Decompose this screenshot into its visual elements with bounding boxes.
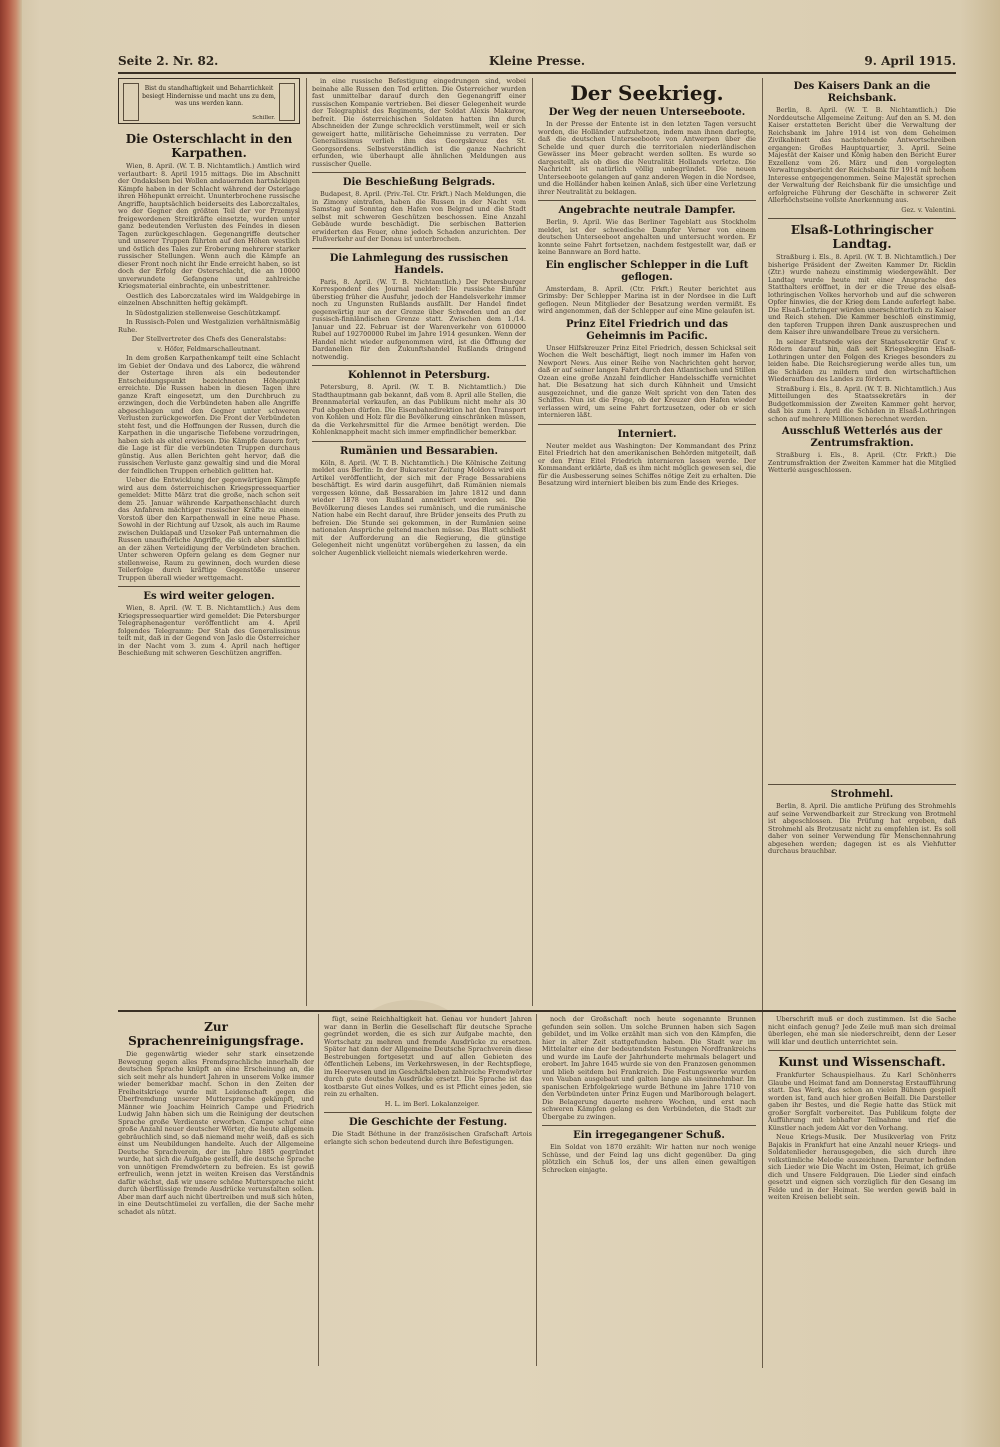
column-2 [312, 78, 526, 1008]
article-paragraph: Straßburg i. Els., 8. April. (Ctr. Frkft.) Die Zentrumsfraktion der Zweiten Kammer hat die Mitglied Wetterlé ausgeschlossen. [768, 451, 956, 474]
article-paragraph: Die gegenwärtig wieder sehr stark einsetzende Bewegung gegen alles Fremdsprachliche innerhalb der deutschen Sprache knüpft an eine Erscheinung an, die sich seit mehr als hundert Jahren in unserem Volke immer wieder bemerkbar macht. Schon in den Zeiten der Freiheitskriege wurde mit Leidenschaft gegen die Überfremdung unserer Muttersprache gekämpft, und Männer wie Joachim Heinrich Campe und Friedrich Ludwig Jahn haben sich um die Reinigung der deutschen Sprache große Verdienste erworben. Campe schuf eine große Anzahl neuer deutscher Wörter, die heute allgemein gebräuchlich sind, so daß niemand mehr weiß, daß es sich einst um Neubildungen handelte. Auch der Allgemeine Deutsche Sprachverein, der im Jahre 1885 gegründet wurde, hat sich die Aufgabe gestellt, die deutsche Sprache von unnötigen Fremdwörtern zu befreien. Es ist gewiß erfreulich, wenn jetzt in weiten Kreisen das Verständnis dafür wächst, daß wir unsere schöne Muttersprache nicht durch überflüssige fremde Ausdrücke verunstalten sollen. Aber man darf auch nicht übertreiben und muß sich hüten, in eine Deutschtümelei zu verfallen, die der Sache mehr schadet als nützt. [118, 1050, 314, 1216]
article-headline: Zur Sprachenreinigungsfrage. [128, 1020, 304, 1048]
article-paragraph: Oestlich des Laborczatales wird im Waldgebirge in einzelnen Abschnitten heftig gekämpft. [118, 291, 300, 307]
column-divider [306, 78, 307, 1006]
divider [768, 1050, 956, 1051]
article-headline: Interniert. [617, 428, 677, 440]
column-3 [538, 78, 756, 1008]
article-paragraph: Neue Kriegs-Musik. Der Musikverlag von Fritz Bajakis in Frankfurt hat eine Anzahl neuer Kriegs- und Soldatenlieder herausgegeben, die sich durch ihre volkstümliche Melodie auszeichnen. Darunter befinden sich Lieder wie Die Wacht im Osten, Heimat, ich grüße dich und Unsere Feldgrauen. Die Lieder sind einfach gesetzt und eignen sich vorzüglich für den Gesang im Felde und in der Heimat. Sie werden gewiß bald in weiten Kreisen beliebt sein. [768, 1133, 956, 1201]
article-headline: Ausschluß Wetterlés aus der Zentrumsfraktion. [781, 426, 943, 449]
article-paragraph: Straßburg i. Els., 8. April. (W. T. B. Nichtamtlich.) Der bisherige Präsident der Zweiten Kammer Dr. Ricklin (Ztr.) wurde nahezu einstimmig wiedergewählt. Der Landtag wurde heute mit einer Ansprache des Statthalters eröffnet, in der er die Treue des elsaß-lothringischen Volkes hervorhob und auf die schweren Opfer hinwies, die der Krieg dem Lande auferlegt habe. Die Elsaß-Lothringer würden unerschütterlich zu Kaiser und Reich stehen. Die Kammer beschloß einstimmig, den tapferen Truppen ihren Dank auszusprechen und dem Kaiser ihre unwandelbare Treue zu versichern. [768, 253, 956, 336]
article-headline: Rumänien und Bessarabien. [339, 445, 499, 457]
article-headline: Ein irregegangener Schuß. [573, 1130, 725, 1141]
article-headline: Kohlennot in Petersburg. [348, 370, 490, 381]
ornament-icon [279, 83, 295, 121]
article-paragraph: Köln, 8. April. (W. T. B. Nichtamtlich.) Die Kölnische Zeitung meldet aus Berlin: In der Bukarester Zeitung Moldova wird ein Artikel veröffentlicht, der sich mit der Frage Bessarabiens beschäftigt. Es wird darin ausgeführt, daß Rumänien niemals vergessen könne, daß Bessarabien im Jahre 1812 und dann wieder 1878 von Rußland annektiert worden sei. Die Bevölkerung dieses Landes sei rumänisch, und die rumänische Nation habe ein Recht darauf, ihre Brüder jenseits des Pruth zu befreien. Die Stunde sei gekommen, in der Rumänien seine nationalen Ansprüche geltend machen müsse. Das Blatt schließt mit der Aufforderung an die Regierung, die günstige Gelegenheit nicht ungenützt vorübergehen zu lassen, da ein solcher Augenblick vielleicht niemals wiederkehren werde. [312, 458, 526, 557]
article-paragraph: In Südostgalizien stellenweise Geschützkampf. [126, 308, 281, 317]
article-paragraph: In der Presse der Entente ist in den letzten Tagen versucht worden, die Holländer aufzuhetzen, indem man ihnen darlegte, daß die deutschen Unterseeboote von Antwerpen über die Schelde und quer durch die territorialen niederländischen Gewässer ins Meer gebracht werden sollten. Es wurde so dargestellt, als ob dies die Neutralität Hollands verletze. Die Nachricht ist natürlich völlig unbegründet. Die neuen Unterseeboote gelangen auf ganz anderen Wegen in die Nordsee, und die Holländer haben keinen Anlaß, sich über eine Verletzung ihrer Neutralität zu beklagen. [538, 120, 756, 196]
article-headline: Die Lahmlegung des russischen Handels. [329, 252, 509, 276]
article-headline: Ein englischer Schlepper in die Luft geflogen. [545, 259, 749, 283]
lower-column-1 [118, 1016, 314, 1366]
divider [312, 248, 526, 249]
signature-line: Gez. v. Valentini. [901, 205, 956, 214]
signature-line: H. L. im Berl. Lokalanzeiger. [384, 1099, 480, 1108]
article-headline: Des Kaisers Dank an die Reichsbank. [793, 81, 931, 104]
lower-column-2 [324, 1016, 532, 1366]
column-1 [118, 128, 300, 1008]
article-paragraph: Neuter meldet aus Washington: Der Kommandant des Prinz Eitel Friedrich hat den amerikanischen Behörden mitgeteilt, daß er den Prinz Eitel Friedrich internieren lassen werde. Der Kommandant erklärte, daß es ihm nicht möglich gewesen sei, die für die Ausbesserung seines Schiffes nötige Zeit zu erhalten. Die Besatzung wird interniert bleiben bis zum Ende des Krieges. [538, 441, 756, 487]
article-paragraph: Wien, 8. April. (W. T. B. Nichtamtlich.) Aus dem Kriegspressequartier wird gemeldet: Die Petersburger Telegraphenagentur veröffentlicht am 4. April folgendes Telegramm: Der Stab des Generalissimus teilt mit, daß in der Gegend von Jaslo die Österreicher in der Nacht vom 3. zum 4. April nach heftiger Beschießung mit schweren Geschützen angriffen. [118, 604, 300, 657]
column-divider [762, 78, 763, 1368]
article-paragraph: Berlin, 8. April. (W. T. B. Nichtamtlich.) Die Norddeutsche Allgemeine Zeitung: Auf den an S. M. den Kaiser erstatteten Bericht über die Verwaltung der Reichsbank im Jahre 1914 ist von dem Geheimen Zivilkabinett das nachstehende Antwortschreiben ergangen: Großes Hauptquartier, 3. April. Seine Majestät der Kaiser und König haben den Bericht Eurer Exzellenz vom 26. März und den vorgelegten Verwaltungsbericht der Reichsbank für 1914 mit hohem Interesse entgegengenommen. Seine Majestät sprechen der Verwaltung der Reichsbank für die umsichtige und erfolgreiche Führung der Geschäfte in schwerer Zeit Allerhöchstseine vollste Anerkennung aus. [768, 106, 956, 204]
article-paragraph: Paris, 8. April. (W. T. B. Nichtamtlich.) Der Petersburger Korrespondent des Journal meldet: Die russische Einfuhr überstieg früher die Ausfuhr, jedoch der Handelsverkehr immer noch zu Ungunsten Rußlands ausfällt. Der Handel findet gegenwärtig nur an der Grenze über Schweden und an der russisch-finnländischen Grenze statt. Zwischen dem 1./14. Januar und 22. Februar ist der Warenverkehr von 6100000 Rubel auf 192700000 Rubel im Jahre 1914 gesunken. Wenn der Handel nicht wieder aufgenommen wird, ist die Öffnung der Dardanellen für den Zukunftshandel Rußlands dringend notwendig. [312, 277, 526, 361]
ornament-icon [123, 83, 139, 121]
newspaper-title: Kleine Presse. [488, 54, 586, 68]
article-headline: Die Geschichte der Festung. [348, 1117, 508, 1128]
article-paragraph: Amsterdam, 8. April. (Ctr. Frkft.) Reuter berichtet aus Grimsby: Der Schlepper Marina ist in der Nordsee in die Luft geflogen. Neun Mitglieder der Besatzung werden vermißt. Es wird angenommen, daß der Schlepper auf eine Mine gelaufen ist. [538, 284, 756, 315]
divider [312, 441, 526, 442]
article-headline: Strohmehl. [830, 789, 894, 800]
article-headline: Die Beschießung Belgrads. [342, 177, 496, 188]
article-paragraph: In dem großen Karpathenkampf teilt eine Schlacht im Gebiet der Ondava und des Laborcz, die während der Ostertage ihren als ein bedeutender Entscheidungspunkt bezeichneten Höhepunkt erreichte. Die Russen haben in diesen Tagen ihre ganze Kraft eingesetzt, um den Durchbruch zu erzwingen, doch die Verbündeten haben alle Angriffe abgeschlagen und den Gegner unter schweren Verlusten zurückgeworfen. Die Front der Verbündeten steht fest, und die Hoffnungen der Russen, durch die Karpathen in die ungarische Tiefebene vorzudringen, haben sich als eitel erwiesen. Die Kämpfe dauern fort; die Lage ist für die verbündeten Truppen durchaus günstig. Aus allen Berichten geht hervor, daß die russischen Verluste ganz gewaltig sind und die Moral der feindlichen Truppen erheblich gelitten hat. [118, 354, 300, 475]
article-paragraph: Berlin, 8. April. Die amtliche Prüfung des Strohmehls auf seine Verwendbarkeit zur Streckung von Brotmehl ist abgeschlossen. Die Prüfung hat ergeben, daß Strohmehl als Brotzusatz nicht zu empfehlen ist. Es soll daher von seiner Verwendung für Menschennahrung abgesehen werden; dagegen ist es als Viehfutter durchaus brauchbar. [768, 802, 956, 855]
article-paragraph: Berlin, 9. April. Wie das Berliner Tageblatt aus Stockholm meldet, ist der schwedische Dampfer Verner von einem deutschen Unterseeboot angehalten und untersucht worden. Er konnte seine Fahrt fortsetzen, nachdem festgestellt war, daß er keine Bannware an Bord hatte. [538, 218, 756, 256]
divider [312, 365, 526, 366]
article-paragraph: Wien, 8. April. (W. T. B. Nichtamtlich.) Amtlich wird verlautbart: 8. April 1915 mittags. Die im Abschnitt der Ondakslsen bei Wollen andauernden hartnäckigen Kämpfe haben in der Schlacht während der Osterlage ihren Höhepunkt erreicht. Ununterbrochene russische Angriffe, hauptsächlich beiderseits des Laborczaltales, wo der Gegner den größten Teil der vor Przemysl freigewordenen Streitkräfte einsetzte, wurden unter ganz bedeutenden Verlusten des Feindes in diesen Tagen zurückgeschlagen. Gegenangriffe deutscher und unserer Truppen führten auf den Höhen westlich und östlich des Tales zur Eroberung mehrerer starker russischer Stellungen. Wenn auch die Kämpfe an dieser Front noch nicht ihr Ende erreicht haben, so ist doch der Erfolg der Osterschlacht, die an 10000 unverwundete Gefangene und zahlreiche Kriegsmaterial einbrachte, ein unbestrittener. [118, 162, 300, 290]
section-headline: Kunst und Wissenschaft. [778, 1055, 946, 1069]
column-divider [318, 1014, 319, 1366]
article-paragraph: Überschrift muß er doch zustimmen. Ist die Sache nicht einfach genug? Jede Zeile muß man sich dreimal überlegen, ehe man sie niederschreibt, denn der Leser will klar und deutlich unterrichtet sein. [768, 1016, 956, 1046]
article-headline: Es wird weiter gelogen. [143, 591, 275, 602]
red-binding-strip [0, 0, 22, 1447]
article-paragraph: In seiner Etatsrede wies der Staatssekretär Graf v. Rödern darauf hin, daß seit Kriegsbeginn Elsaß-Lothringen unter den Folgen des Krieges besonders zu leiden habe. Die Reichsregierung werde alles tun, um die Schäden zu mildern und den wirtschaftlichen Wiederaufbau des Landes zu fördern. [768, 337, 956, 383]
divider [312, 172, 526, 173]
divider [542, 1125, 756, 1126]
lower-column-3 [542, 1016, 756, 1366]
column-4 [768, 78, 956, 778]
article-paragraph: In Russisch-Polen und Westgalizien verhältnismäßig Ruhe. [118, 318, 300, 334]
divider [768, 784, 956, 785]
article-paragraph: Straßburg i. Els., 8. April. (W. T. B. Nichtamtlich.) Aus Mitteilungen des Staatssekretärs in der Budgetkommission der Zweiten Kammer geht hervor, daß bis zum 1. April die Schäden in Elsaß-Lothringen schon auf mehrere Millionen berechnet werden. [768, 384, 956, 423]
article-headline: Der Weg der neuen Unterseeboote. [548, 107, 746, 118]
issue-date: 9. April 1915. [864, 54, 956, 68]
divider [538, 424, 756, 425]
page-header [118, 54, 956, 74]
motto-text: Bist du standhaftigkeit und Beharrlichkeit besiegt Hindernisse und macht uns zu dem, was uns werden kann. [142, 85, 276, 107]
column-divider [532, 78, 533, 1006]
article-headline: Die Osterschlacht in den Karpathen. [125, 132, 293, 160]
column-divider [536, 1014, 537, 1366]
article-paragraph: Unser Hilfskreuzer Prinz Eitel Friedrich, dessen Schicksal seit Wochen die Welt beschäftigt, liegt noch immer im Hafen von Newport News. Aus einer Reihe von Nachrichten geht hervor, daß er auf seiner langen Fahrt durch den Atlantischen und Stillen Ozean eine große Anzahl feindlicher Handelsschiffe vernichtet hat. Die Besatzung hat sich durch Kühnheit und Umsicht ausgezeichnet, und die ganze Welt spricht von den Taten des Schiffes. Nun ist die Frage, ob der Kreuzer den Hafen wieder verlassen wird, um seine Fahrt fortzusetzen, oder ob er sich internieren läßt. [538, 343, 756, 419]
motto-box [118, 78, 300, 124]
divider [538, 200, 756, 201]
divider [324, 1112, 532, 1113]
motto-author: Schiller. [252, 115, 275, 121]
article-paragraph: in eine russische Befestigung eingedrungen sind, wobei beinahe alle Russen den Tod erlitten. Die Österreicher wurden fast unmittelbar darauf durch den Gegenangriff einer russischen Kompanie vertrieben. Bei dieser Gelegenheit wurde der Telegraphist des Regiments, der Soldat Alexis Makarow, befreit. Die österreichischen Soldaten hatten ihn durch Abschneiden der Zunge schrecklich verstümmelt, weil er sich geweigert hatte, militärische Geheimnisse zu verraten. Der Generalissimus verlieh ihm das Georgskreuz des St. Georgsordens. Selbstverständlich ist die ganze Nachricht erfunden, wie überhaupt alle ähnlichen Meldungen aus russischer Quelle. [312, 78, 526, 168]
article-paragraph: Ein Soldat von 1870 erzählt: Wir hatten nur noch wenige Schüsse, und der Feind lag uns dicht gegenüber. Da ging plötzlich ein Schuß los, der uns allen einen gewaltigen Schrecken einjagte. [542, 1143, 756, 1174]
article-headline: Angebrachte neutrale Dampfer. [558, 205, 736, 216]
article-paragraph: Budapest, 8. April. (Priv.-Tel. Ctr. Frkft.) Nach Meldungen, die in Zimony eintrafen, haben die Russen in der Nacht vom Samstag auf Sonntag den Hafen von Belgrad und die Stadt selbst mit schweren Geschützen beschossen. Eine Anzahl Gebäude wurde beschädigt. Die serbischen Batterien erwiderten das Feuer, ohne jedoch Schaden anzurichten. Der Flußverkehr auf der Donau ist unterbrochen. [312, 190, 526, 243]
lower-column-4 [768, 1016, 956, 1366]
signature-line: v. Höfer, Feldmarschalleutnant. [157, 344, 261, 353]
section-headline: Der Seekrieg. [570, 81, 724, 105]
page-number: Seite 2. Nr. 82. [118, 54, 219, 68]
article-headline: Elsaß-Lothringischer Landtag. [790, 223, 934, 251]
section-divider [118, 1010, 956, 1012]
signature-line: Der Stellvertreter des Chefs des Generalstabs: [131, 335, 287, 343]
article-paragraph: Ueber die Entwicklung der gegenwärtigen Kämpfe wird aus dem österreichischen Kriegspressequartier gemeldet: Mitte März trat die große, nach schon seit dem 25. Januar währende Karpathenschlacht durch das Anfahren mächtiger russischer Kräfte zu einem Vorstoß über den Karpathenwall in eine neue Phase. Sowohl in der Richtung auf Uzsok, als auch im Raume zwischen Duklapaß und Uzsoker Paß unternahmen die Russen unaufhörliche Angriffe, die sich aber sämtlich an der zähen Verteidigung der Verbündeten brachen. Unter schweren Opfern gelang es dem Gegner nur stellenweise, Raum zu gewinnen, doch wurden diese Teilerfolge durch kräftige Gegenstöße unserer Truppen überall wieder wettgemacht. [118, 476, 300, 582]
article-headline: Prinz Eitel Friedrich und das Geheimnis im Pacific. [565, 318, 729, 342]
article-paragraph: fügt, seine Reichhaltigkeit hat. Genau vor hundert Jahren war dann in Berlin die Gesellschaft für deutsche Sprache gegründet worden, die es sich zur Aufgabe machte, den Wortschatz zu mehren und fremde Ausdrücke zu ersetzen. Später hat dann der Allgemeine Deutsche Sprachverein diese Bestrebungen fortgesetzt und auf allen Gebieten des öffentlichen Lebens, im Verkehrswesen, in der Rechtspflege, im Heerwesen und im Geschäftsleben zahlreiche Fremdwörter durch gute deutsche Ausdrücke ersetzt. Die Sprache ist das kostbarste Gut eines Volkes, und es ist Pflicht eines jeden, sie rein zu erhalten. [324, 1016, 532, 1098]
article-paragraph: Die Stadt Béthune in der französischen Grafschaft Artois erlangte sich schon bedeutend durch ihre Befestigungen. [324, 1130, 532, 1146]
article-paragraph: Petersburg, 8. April. (W. T. B. Nichtamtlich.) Die Stadthauptmann gab bekannt, daß vom 8. April alle Stellen, die Brennmaterial verkaufen, an das Publikum nicht mehr als 30 Pud abgeben dürfen. Die Eisenbahndirektion hat den Transport von Kohlen und Holz für die Bevölkerung einschränken müssen, da die Verkehrsmittel für die Armee benötigt werden. Die Kohlenknappheit macht sich immer empfindlicher bemerkbar. [312, 383, 526, 436]
article-paragraph: noch der Großschaft noch heute sogenannte Brunnen gefunden sein sollen. Um solche Brunnen haben sich Sagen gebildet, und im Volke erzählt man sich von den Kämpfen, die hier in alter Zeit stattgefunden haben. Die Stadt war im Mittelalter eine der bedeutendsten Festungen Nordfrankreichs und wurde im Laufe der Jahrhunderte mehrmals belagert und erobert. Im Jahre 1645 wurde sie von den Franzosen genommen und blieb seitdem bei Frankreich. Die Festungswerke wurden von Vauban ausgebaut und galten lange als uneinnehmbar. Im spanischen Erbfolgekriege wurde Béthune im Jahre 1710 von den Verbündeten unter Prinz Eugen und Marlborough belagert. Die Belagerung dauerte mehrere Wochen, und erst nach schweren Kämpfen gelang es den Verbündeten, die Stadt zur Übergabe zu zwingen. [542, 1016, 756, 1121]
column-4-lower [768, 780, 956, 1010]
divider [118, 586, 300, 587]
divider [768, 218, 956, 219]
article-paragraph: Frankfurter Schauspielhaus. Zu Karl Schönherrs Glaube und Heimat fand am Donnerstag Erstaufführung statt. Das Werk, das schon an vielen Bühnen gespielt worden ist, fand auch hier großen Beifall. Die Darsteller gaben ihr Bestes, und die Regie hatte das Stück mit großer Sorgfalt vorbereitet. Das Publikum folgte der Aufführung mit lebhafter Teilnahme und rief die Künstler nach jedem Akt vor den Vorhang. [768, 1071, 956, 1132]
